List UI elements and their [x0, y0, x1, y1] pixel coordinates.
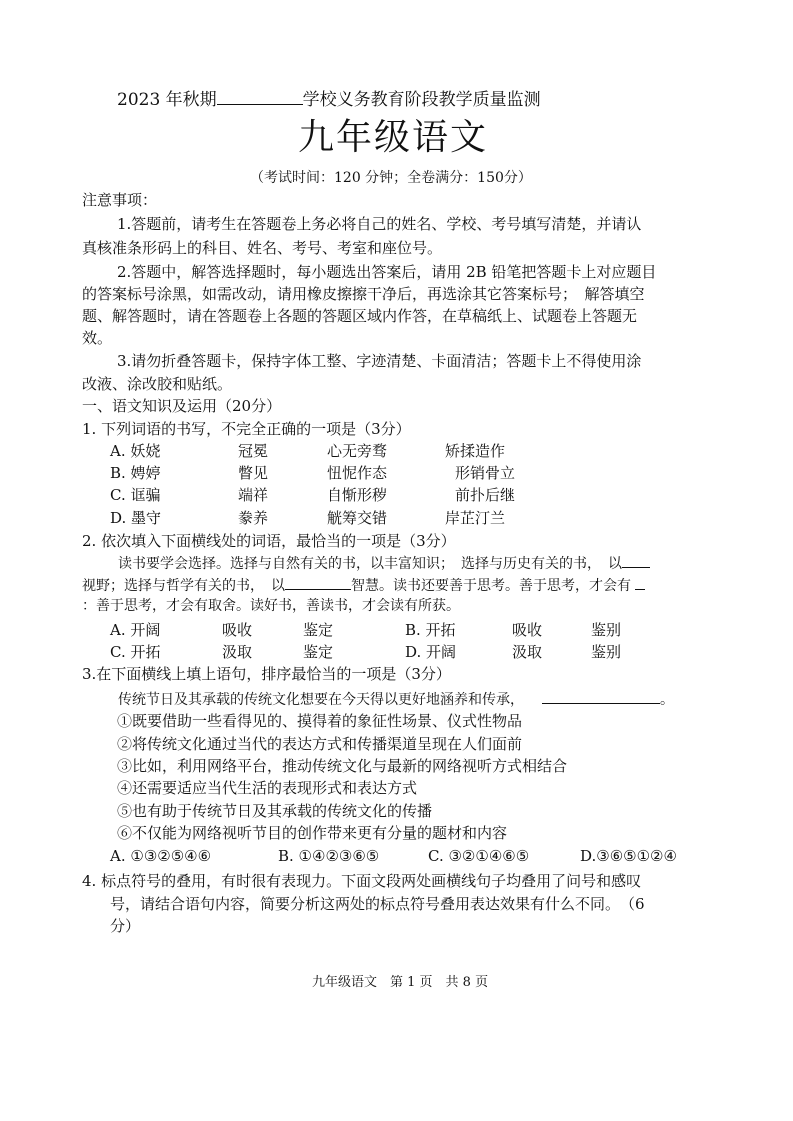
notice-item1-line2: 真核准条形码上的科目、姓名、考号、考室和座位号。 — [82, 239, 443, 257]
notice-item3-line2: 改液、涂改胶和贴纸。 — [82, 375, 233, 393]
q4-line3: 分） — [110, 917, 141, 935]
notice-heading: 注意事项： — [82, 191, 158, 209]
school-blank — [217, 89, 303, 105]
notice-item2-line4: 效。 — [82, 329, 113, 347]
notice-item2-line2: 的答案标号涂黑，如需改动，请用橡皮擦擦干净后，再选涂其它答案标号； 解答填空 — [82, 285, 645, 303]
q1-option-c-word3: 自惭形秽 — [327, 486, 388, 504]
q3-item-2: ②将传统文化通过当代的表达方式和传播渠道呈现在人们面前 — [117, 735, 523, 753]
q3-intro-text: 传统节日及其承载的传统文化想要在今天得以更好地涵养和传承， — [118, 692, 524, 708]
q1-option-d-word2: 豢养 — [238, 509, 269, 527]
q3-stem: 3.在下面横线上填上语句，排序最恰当的一项是（3分） — [82, 665, 451, 683]
notice-item1-line1: 1.答题前，请考生在答题卷上务必将自己的姓名、学校、考号填写清楚，并请认 — [117, 215, 642, 233]
exam-header-prefix: 2023 年秋期 — [117, 90, 217, 110]
q2-option-d-word2: 汲取 — [512, 643, 543, 661]
q2-option-c-word2: 汲取 — [222, 643, 253, 661]
q2-option-d: D. 开阔 — [405, 643, 457, 661]
q4-line2: 号，请结合语句内容，简要分析这两处的标点符号叠用表达效果有什么不同。 （6 — [110, 895, 645, 913]
q2-option-a-word2: 吸收 — [222, 621, 253, 639]
q2-passage-line1-text: 读书要学会选择。选择与自然有关的书，以丰富知识； 选择与历史有关的书， 以 — [118, 556, 622, 572]
q1-option-d-word3: 觥筹交错 — [327, 509, 388, 527]
q1-option-b-word4: 形销骨立 — [455, 464, 516, 482]
q3-choice-d: D.③⑥⑤①②④ — [580, 847, 677, 865]
q3-item-4: ④还需要适应当代生活的表现形式和表达方式 — [117, 779, 418, 797]
q1-option-a-word4: 矫揉造作 — [445, 442, 506, 460]
q3-item-5: ⑤也有助于传统节日及其承载的传统文化的传播 — [117, 802, 433, 820]
notice-item2-line3: 题、解答题时，请在答题卷上各题的答题区域内作答，在草稿纸上、试题卷上答题无 — [82, 307, 638, 325]
notice-item2-line1: 2.答题中，解答选择题时，每小题选出答案后，请用 2B 铅笔把答题卡上对应题目 — [117, 263, 657, 281]
q3-choice-a: A. ①③②⑤④⑥ — [110, 847, 212, 865]
q1-stem: 1. 下列词语的书写，不完全正确的一项是（3分） — [82, 420, 411, 438]
q1-option-c-word4: 前扑后继 — [455, 486, 516, 504]
q2-option-a-word3: 鉴定 — [303, 621, 334, 639]
q2-stem: 2. 依次填入下面横线处的词语，最恰当的一项是（3分） — [82, 532, 456, 550]
q1-option-a-word3: 心无旁骛 — [327, 442, 388, 460]
q2-blank-3 — [635, 574, 645, 590]
q3-choice-b: B. ①④②③⑥⑤ — [278, 847, 380, 865]
q1-option-b-label: B. 娉婷 — [110, 464, 161, 482]
page-title: 九年级语文 — [298, 117, 489, 158]
q2-option-a: A. 开阔 — [110, 621, 161, 639]
q2-option-b-word3: 鉴别 — [591, 621, 622, 639]
q1-option-b-word2: 瞥见 — [238, 464, 269, 482]
q1-option-a-word2: 冠冕 — [238, 442, 269, 460]
q1-option-a-label: A. 妖娆 — [110, 442, 161, 460]
q2-passage-line2-text-b: 智慧。读书还要善于思考。善于思考，才会有 — [351, 578, 631, 594]
q2-blank-1 — [622, 552, 650, 568]
exam-header — [117, 89, 541, 111]
exam-subtitle: （考试时间：120 分钟；全卷满分：150分） — [250, 170, 532, 186]
q3-item-3: ③比如，利用网络平台，推动传统文化与最新的网络视听方式相结合 — [117, 757, 568, 775]
q3-answer-blank — [542, 688, 660, 704]
exam-header-suffix: 学校义务教育阶段教学质量监测 — [302, 90, 541, 110]
q2-option-c-word3: 鉴定 — [303, 643, 334, 661]
q2-blank-2 — [285, 574, 351, 590]
q2-option-b-word2: 吸收 — [512, 621, 543, 639]
notice-item3-line1: 3.请勿折叠答题卡，保持字体工整、字迹清楚、卡面清洁；答题卡上不得使用涂 — [117, 352, 642, 370]
q2-option-d-word3: 鉴别 — [591, 643, 622, 661]
q2-passage-line3: ：善于思考，才会有取舍。读好书，善读书，才会读有所获。 — [82, 598, 460, 614]
q4-line1: 4. 标点符号的叠用，有时很有表现力。下面文段两处画横线句子均叠用了问号和感叹 — [82, 872, 642, 890]
q2-option-b: B. 开拓 — [405, 621, 456, 639]
q2-passage-line1 — [118, 552, 650, 574]
q2-passage-line2 — [82, 574, 645, 596]
section1-heading: 一、语文知识及运用（20分） — [82, 397, 282, 415]
q3-item-6: ⑥不仅能为网络视听节目的创作带来更有分量的题材和内容 — [117, 824, 508, 842]
q1-option-c-label: C. 诓骗 — [110, 486, 161, 504]
q1-option-d-label: D. 墨守 — [110, 509, 162, 527]
q1-option-b-word3: 忸怩作态 — [327, 464, 388, 482]
q3-intro-end: 。 — [660, 692, 674, 708]
q1-option-d-word4: 岸芷汀兰 — [445, 509, 506, 527]
q2-option-c: C. 开拓 — [110, 643, 161, 661]
page-footer: 九年级语文 第 1 页 共 8 页 — [312, 975, 489, 990]
q3-intro — [118, 688, 674, 710]
q3-choice-c: C. ③②①④⑥⑤ — [428, 847, 530, 865]
q2-passage-line2-text-a: 视野；选择与哲学有关的书， 以 — [82, 578, 285, 594]
q1-option-c-word2: 端祥 — [238, 486, 269, 504]
q3-item-1: ①既要借助一些看得见的、摸得着的象征性场景、仪式性物品 — [117, 712, 523, 730]
